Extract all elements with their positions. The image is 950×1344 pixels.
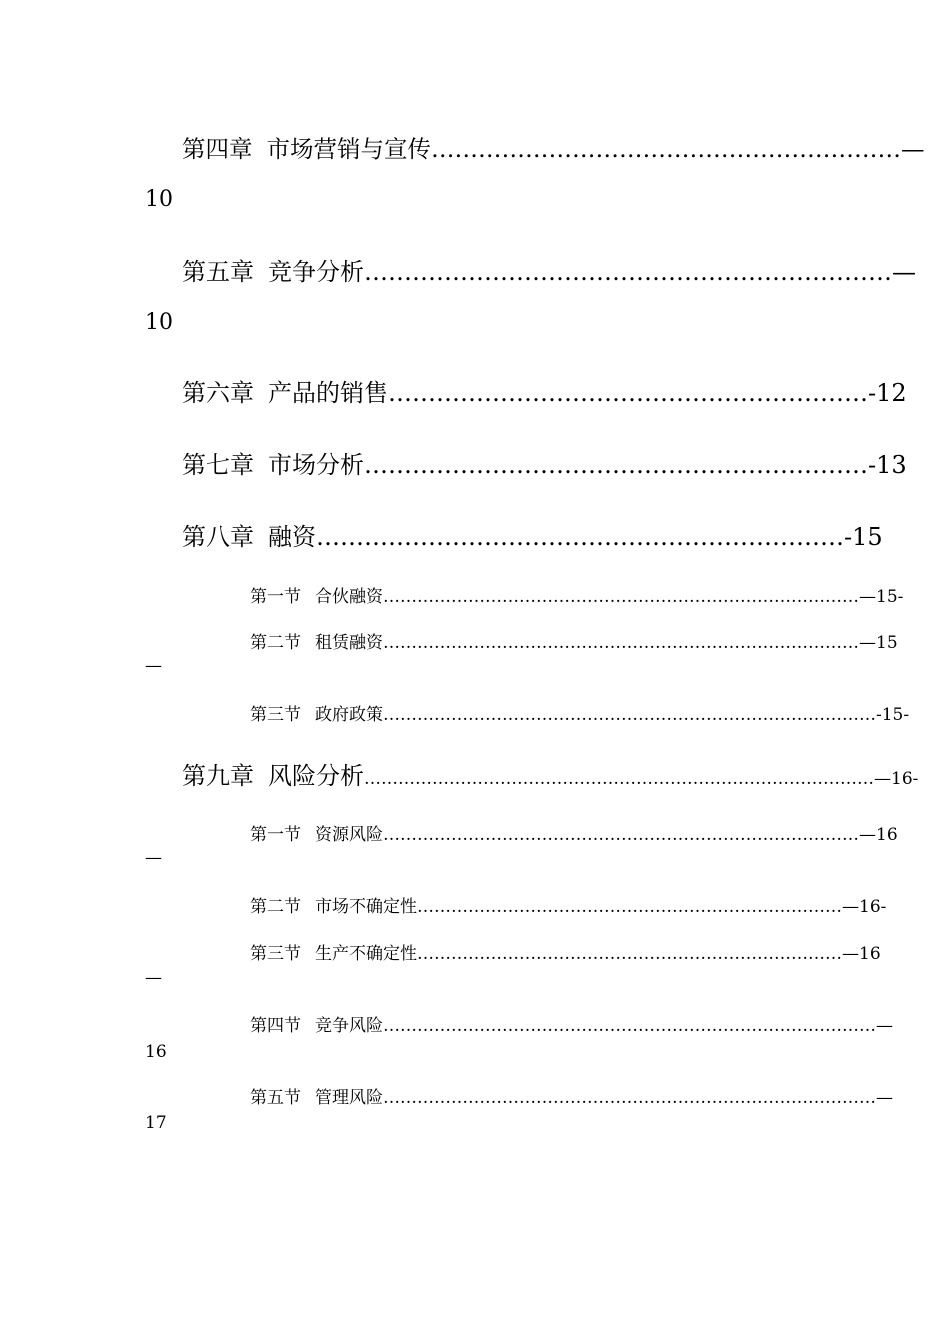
chapter-number: 第七章 — [182, 451, 254, 479]
toc-entry-chapter-6[interactable] — [182, 381, 907, 405]
page-number: — — [145, 848, 162, 868]
chapter-title: 融资 — [268, 523, 316, 551]
toc-entry-section-8-2[interactable] — [250, 635, 898, 652]
dot-leader: ………………………………………………………………………………—16- — [364, 769, 919, 789]
toc-entry-section-8-3[interactable] — [250, 707, 909, 724]
dot-leader: ……………………………………………………— — [431, 135, 925, 163]
dot-leader: ……………………………………………………………………………— — [383, 1016, 893, 1036]
chapter-number: 第四章 — [182, 135, 253, 163]
section-title: 政府政策 — [315, 705, 383, 725]
toc-entry-chapter-4[interactable] — [182, 135, 925, 163]
toc-entry-section-9-3[interactable] — [250, 946, 881, 963]
dot-leader: …………………………………………………………— — [364, 258, 916, 286]
section-title: 合伙融资 — [315, 587, 383, 607]
section-number: 第一节 — [250, 825, 301, 845]
page-number: — — [145, 656, 162, 676]
section-title: 管理风险 — [315, 1088, 383, 1108]
section-title: 市场不确定性 — [315, 897, 417, 917]
page-number: — — [145, 968, 162, 988]
chapter-number: 第八章 — [182, 523, 254, 551]
toc-entry-chapter-7[interactable] — [182, 453, 907, 477]
toc-entry-chapter-9[interactable] — [182, 764, 918, 788]
section-title: 资源风险 — [315, 825, 383, 845]
section-title: 竞争风险 — [315, 1016, 383, 1036]
chapter-title: 市场分析 — [268, 451, 364, 479]
dot-leader: …………………………………………………………………………—15- — [383, 587, 904, 607]
section-number: 第一节 — [250, 587, 301, 607]
toc-entry-section-8-1[interactable] — [250, 589, 903, 606]
section-number: 第二节 — [250, 897, 301, 917]
toc-entry-section-9-1[interactable] — [250, 827, 898, 844]
chapter-number: 第五章 — [182, 258, 254, 286]
section-number: 第四节 — [250, 1016, 301, 1036]
page-number: 10 — [145, 187, 173, 212]
dot-leader: ……………………………………………………………………………-15- — [383, 705, 910, 725]
dot-leader: …………………………………………………………………—16- — [417, 897, 887, 917]
toc-entry-section-9-2[interactable] — [250, 899, 886, 916]
dot-leader: …………………………………………………………………………—15 — [383, 633, 898, 653]
dot-leader: …………………………………………………………-15 — [316, 523, 883, 551]
toc-entry-section-9-4[interactable] — [250, 1018, 893, 1035]
toc-entry-chapter-8[interactable] — [182, 525, 883, 549]
dot-leader: …………………………………………………………………—16 — [417, 944, 881, 964]
toc-entry-chapter-5[interactable] — [182, 260, 916, 284]
toc-entry-section-9-5[interactable] — [250, 1090, 893, 1107]
chapter-title: 风险分析 — [268, 762, 364, 790]
chapter-number: 第九章 — [182, 762, 254, 790]
section-number: 第二节 — [250, 633, 301, 653]
dot-leader: ………………………………………………………-13 — [364, 451, 907, 479]
section-title: 租赁融资 — [315, 633, 383, 653]
chapter-number: 第六章 — [182, 379, 254, 407]
page-number: 10 — [145, 310, 173, 335]
chapter-title: 竞争分析 — [268, 258, 364, 286]
section-number: 第三节 — [250, 944, 301, 964]
page-number: 17 — [145, 1113, 167, 1133]
dot-leader: ……………………………………………………-12 — [388, 379, 907, 407]
chapter-title: 市场营销与宣传 — [266, 135, 431, 163]
dot-leader: …………………………………………………………………………—16 — [383, 825, 898, 845]
page-number: 16 — [145, 1042, 167, 1062]
section-number: 第三节 — [250, 705, 301, 725]
section-number: 第五节 — [250, 1088, 301, 1108]
chapter-title: 产品的销售 — [268, 379, 388, 407]
dot-leader: ……………………………………………………………………………— — [383, 1088, 893, 1108]
section-title: 生产不确定性 — [315, 944, 417, 964]
